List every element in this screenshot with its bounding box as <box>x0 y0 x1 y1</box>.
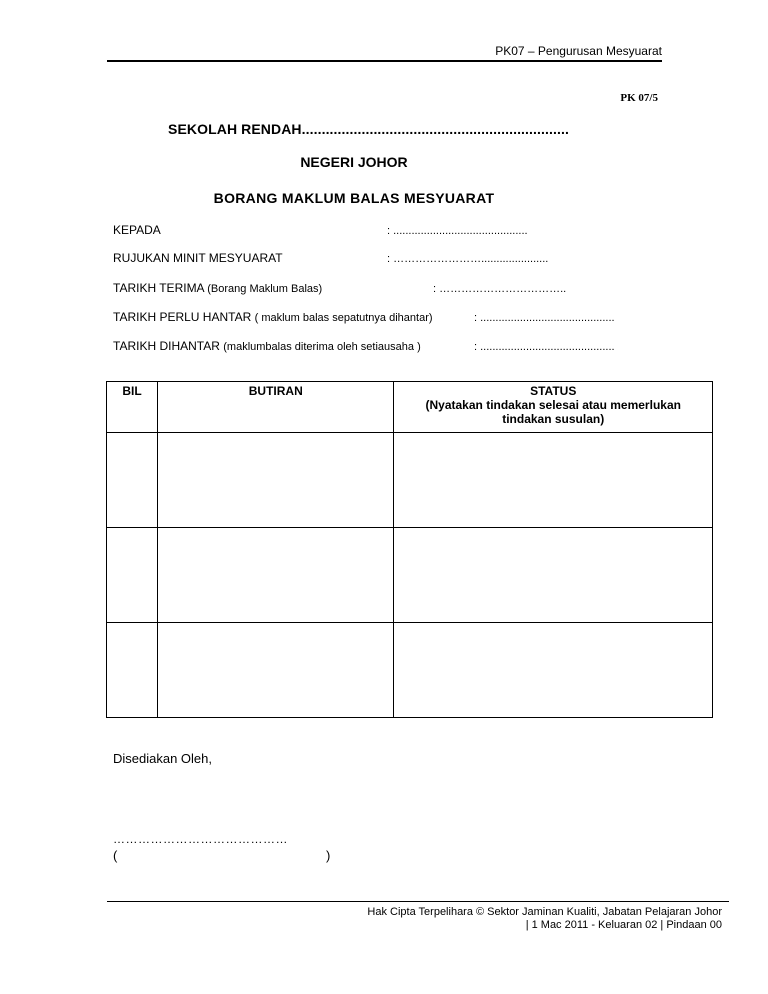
prepared-by-label: Disediakan Oleh, <box>113 751 212 766</box>
name-paren-close: ) <box>326 848 331 863</box>
field-tarikh-perlu-hantar <box>113 310 433 324</box>
cell-butiran[interactable] <box>158 433 394 528</box>
state-heading: NEGERI JOHOR <box>300 154 408 170</box>
cell-butiran[interactable] <box>158 623 394 718</box>
footer-version: | 1 Mac 2011 - Keluaran 02 | Pindaan 00 <box>525 919 722 931</box>
cell-bil[interactable] <box>107 623 158 718</box>
field-tarikh-perlu-hantar-value: : ............................................ <box>474 312 615 324</box>
form-title: BORANG MAKLUM BALAS MESYUARAT <box>213 190 495 206</box>
name-paren-open: ( <box>113 848 118 863</box>
page-header: PK07 – Pengurusan Mesyuarat <box>495 44 662 58</box>
field-tarikh-dihantar <box>113 339 421 353</box>
field-label: TARIKH PERLU HANTAR <box>113 310 252 324</box>
feedback-table <box>106 381 713 718</box>
form-code: PK 07/5 <box>620 92 658 104</box>
field-tarikh-dihantar-value: : ............................................ <box>474 341 615 353</box>
field-note: (maklumbalas diterima oleh setiausaha ) <box>223 341 421 353</box>
field-label: TARIKH TERIMA <box>113 281 204 295</box>
header-status <box>394 382 713 433</box>
cell-bil[interactable] <box>107 528 158 623</box>
field-rujukan-minit <box>113 251 283 265</box>
header-bil: BIL <box>107 382 158 433</box>
header-rule <box>107 60 662 62</box>
footer-rule <box>107 901 729 902</box>
school-line: SEKOLAH RENDAH................................................................... <box>168 121 569 137</box>
cell-status[interactable] <box>394 433 713 528</box>
cell-status[interactable] <box>394 528 713 623</box>
field-note: ( maklum balas sepatutnya dihantar) <box>254 312 433 324</box>
field-tarikh-terima <box>113 281 322 295</box>
status-instruction: (Nyatakan tindakan selesai atau memerlukan tindakan susulan) <box>425 398 681 426</box>
table-row <box>107 528 713 623</box>
field-kepada <box>113 223 161 237</box>
field-label: RUJUKAN MINIT MESYUARAT <box>113 251 283 265</box>
header-butiran: BUTIRAN <box>158 382 394 433</box>
cell-bil[interactable] <box>107 433 158 528</box>
table-header-row <box>107 382 713 433</box>
table-row <box>107 623 713 718</box>
cell-butiran[interactable] <box>158 528 394 623</box>
field-label: KEPADA <box>113 223 161 237</box>
field-tarikh-terima-value: : …………………………….. <box>433 283 567 295</box>
cell-status[interactable] <box>394 623 713 718</box>
field-label: TARIKH DIHANTAR <box>113 339 220 353</box>
table-row <box>107 433 713 528</box>
signature-line: …………………………………… <box>113 832 288 846</box>
field-rujukan-minit-value: : ……………………...................... <box>387 253 549 265</box>
footer-copyright: Hak Cipta Terpelihara © Sektor Jaminan Kualiti, Jabatan Pelajaran Johor <box>367 906 722 918</box>
field-note: (Borang Maklum Balas) <box>207 283 323 295</box>
status-label: STATUS <box>530 384 577 398</box>
field-kepada-value: : ............................................ <box>387 225 528 237</box>
